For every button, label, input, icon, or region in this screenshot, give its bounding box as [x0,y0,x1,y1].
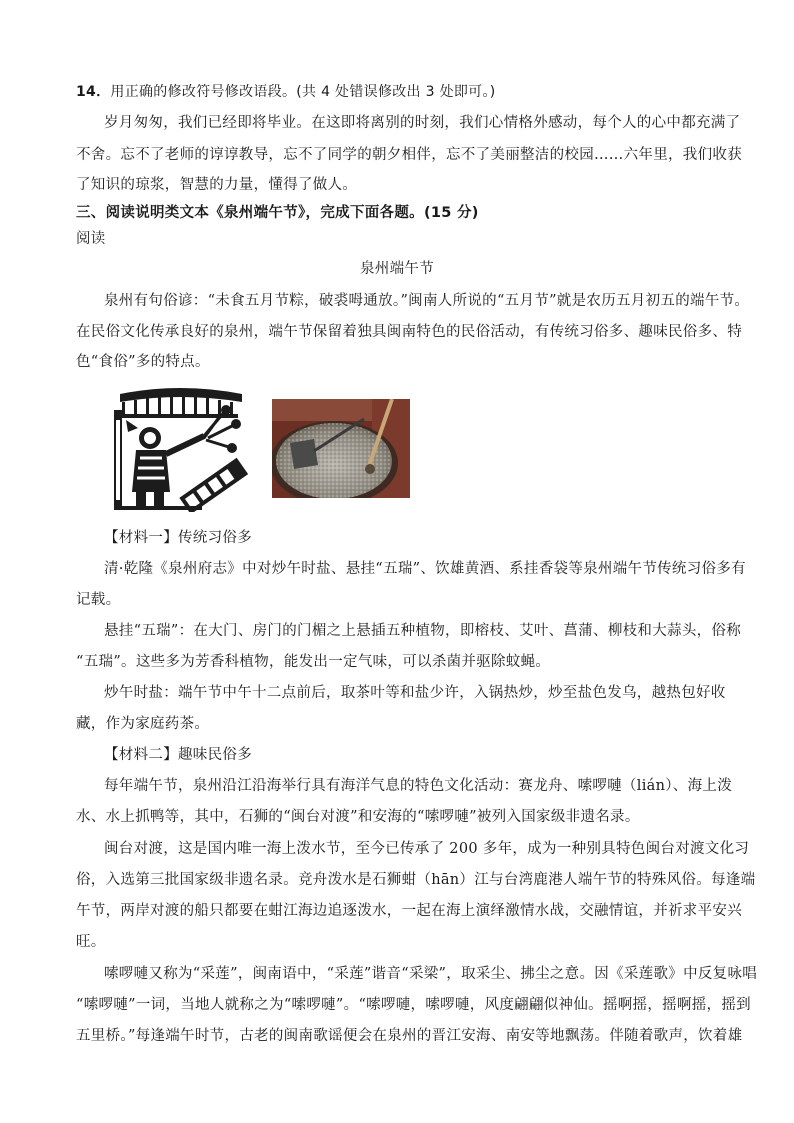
material1-line: 藏，作为家庭药茶。 [76,716,210,732]
material1-line: 清·乾隆《泉州府志》中对炒午时盐、悬挂“五瑞”、饮雄黄酒、系挂香袋等泉州端午节传统习俗多有 [104,561,746,577]
intro-line: 色“食俗”多的特点。 [76,354,210,370]
material2-line: “嗦啰嗹”一词，当地人就称之为“嗦啰嗹”。“嗦啰嗹，嗦啰嗹，风度翩翩似神仙。摇啊摇，摇啊摇，摇到 [76,997,751,1013]
salt-roasting-photo [272,399,410,498]
material2-line: 嗦啰嗹又称为“采莲”，闽南语中，“采莲”谐音“采梁”，取采尘、拂尘之意。因《采莲歌》中反复咏唱 [104,966,758,982]
article-title: 泉州端午节 [360,261,434,277]
paragraph-line: 不舍。忘不了老师的谆谆教导，忘不了同学的朝夕相伴，忘不了美丽整洁的校园……六年里，我们收获 [76,147,742,163]
material1-line: 记载。 [76,592,121,608]
question-text: 用正确的修改符号修改语段。(共 4 处错误修改出 3 处即可。) [110,84,496,100]
material1-line: 炒午时盐：端午节中午十二点前后，取茶叶等和盐少许，入锅热炒，炒至盐色发乌，越热包好收 [104,685,726,701]
material2-line: 闽台对渡，这是国内唯一海上泼水节，至今已传承了 200 多年，成为一种别具特色闽台对渡文化习 [104,841,750,857]
paper-cut-image [108,380,253,512]
read-label: 阅读 [76,231,106,247]
question-14 [76,82,756,102]
material2-line: 每年端午节，泉州沿江沿海举行具有海洋气息的特色文化活动：赛龙舟、嗦啰嗹（lián）、海上泼 [104,778,733,794]
material2-line: 五里桥。”每逢端午时节，古老的闽南歌谣便会在泉州的晋江安海、南安等地飘荡。伴随着歌声，饮着雄 [76,1028,743,1044]
intro-line: 在民俗文化传承良好的泉州，端午节保留着独具闽南特色的民俗活动，有传统习俗多、趣味民俗多、特 [76,324,742,340]
material2-line: 午节，两岸对渡的船只都要在蚶江海边追逐泼水，一起在海上演绎激情水战，交融情谊，并祈求平安兴 [76,903,742,919]
material2-line: 旺。 [76,934,106,950]
material2-line: 水、水上抓鸭等，其中，石狮的“闽台对渡”和安海的“嗦啰嗹”被列入国家级非遗名录。 [76,809,640,825]
paragraph-line: 了知识的琼浆，智慧的力量，懂得了做人。 [76,177,358,193]
section-heading: 三、阅读说明类文本《泉州端午节》，完成下面各题。(15 分) [76,205,479,221]
question-number: 14． [76,84,111,100]
material2-heading: 【材料二】趣味民俗多 [104,747,252,763]
material1-line: 悬挂“五瑞”：在大门、房门的门楣之上悬插五种植物，即榕枝、艾叶、菖蒲、柳枝和大蒜头，俗称 [104,623,742,639]
material2-line: 俗，入选第三批国家级非遗名录。竞舟泼水是石狮蚶（hān）江与台湾鹿港人端午节的特殊风俗。每逢端 [76,872,756,888]
material1-line: “五瑞”。这些多为芳香科植物，能发出一定气味，可以杀菌并驱除蚊蝇。 [76,654,551,670]
paragraph-line: 岁月匆匆，我们已经即将毕业。在这即将离别的时刻，我们心情格外感动，每个人的心中都充满了 [104,115,741,131]
intro-line: 泉州有句俗谚：“未食五月节粽，破裘呣通放。”闽南人所说的“五月节”就是农历五月初五的端午节。 [104,293,750,309]
material1-heading: 【材料一】传统习俗多 [104,530,252,546]
